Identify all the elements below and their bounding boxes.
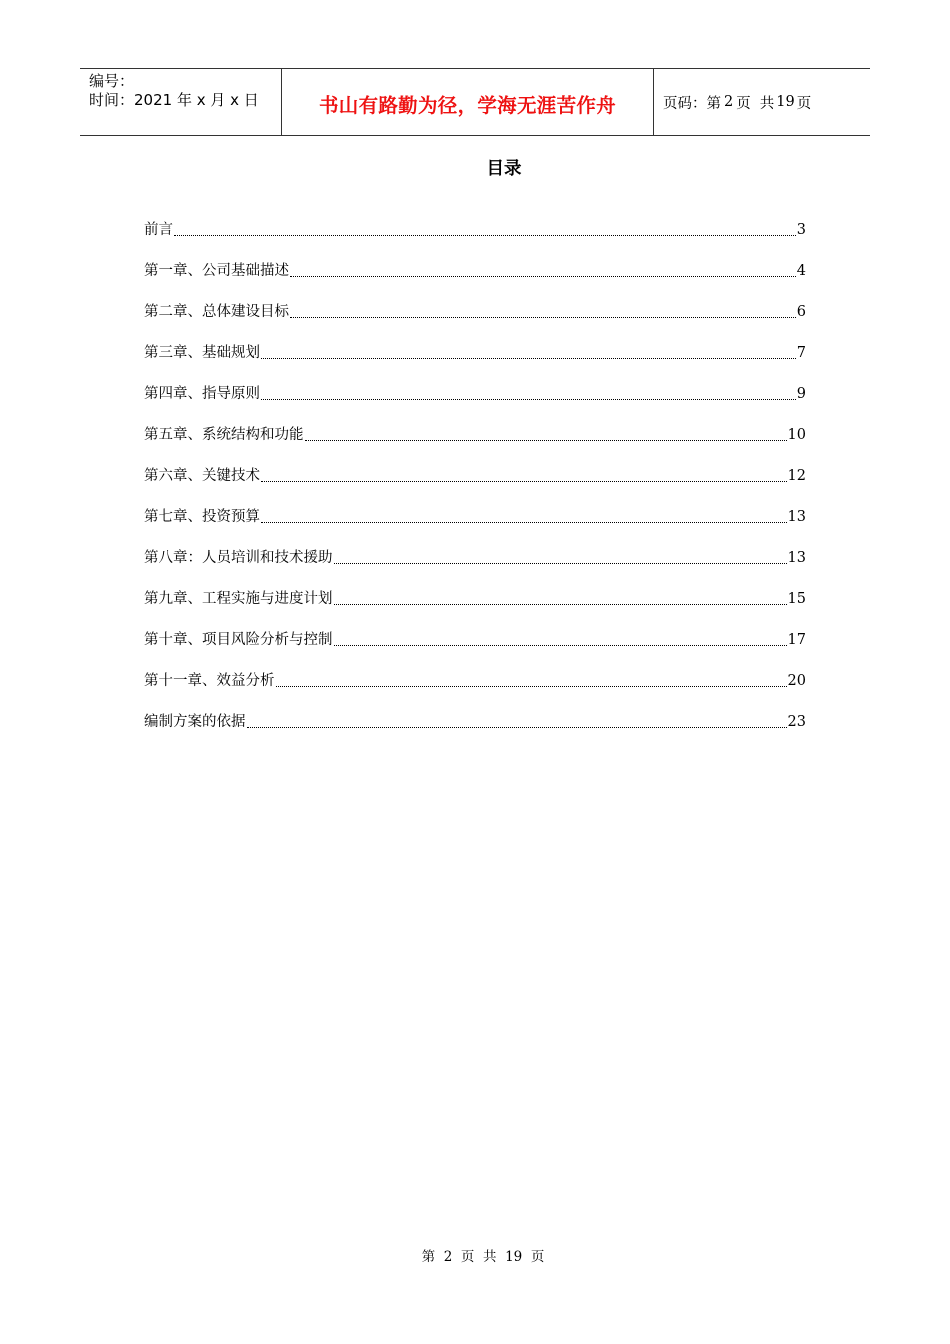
toc-entry[interactable] [144,486,806,527]
toc-dot-leader [305,439,787,441]
toc-entry-page: 12 [787,468,806,484]
toc-entry-page: 6 [796,304,806,320]
toc-entry-label: 第二章、总体建设目标 [144,304,289,320]
document-header [80,68,870,136]
header-motto-cell [281,69,654,135]
toc-entry-page: 13 [787,509,806,525]
toc-entry-label: 第一章、公司基础描述 [144,263,289,279]
toc-entry[interactable] [144,568,806,609]
toc-dot-leader [261,357,796,359]
toc-entry-page: 23 [787,714,806,730]
table-of-contents [144,220,806,732]
toc-dot-leader [276,685,787,687]
toc-entry-page: 13 [787,550,806,566]
toc-entry-page: 9 [796,386,806,402]
toc-title: 目录 [486,159,522,179]
total-prefix: 共 [759,95,775,112]
page-current: 2 [724,94,734,110]
toc-dot-leader [334,603,787,605]
toc-entry-label: 第七章、投资预算 [144,509,260,525]
toc-entry[interactable] [144,240,806,281]
toc-entry-label: 第六章、关键技术 [144,468,260,484]
toc-entry-label: 第三章、基础规划 [144,345,260,361]
total-suffix: 页 [796,95,812,112]
toc-entry-page: 10 [787,427,806,443]
toc-entry-label: 第四章、指导原则 [144,386,260,402]
toc-entry[interactable] [144,445,806,486]
toc-entry-label: 第五章、系统结构和功能 [144,427,304,443]
toc-entry-page: 4 [796,263,806,279]
toc-entry[interactable] [144,691,806,732]
toc-entry-page: 7 [796,345,806,361]
page-suffix: 页 [736,95,751,112]
toc-entry[interactable] [144,527,806,568]
toc-entry[interactable] [144,650,806,691]
toc-dot-leader [290,316,796,318]
toc-dot-leader [174,234,796,236]
toc-dot-leader [290,275,796,277]
toc-entry[interactable] [144,322,806,363]
toc-entry-label: 前言 [144,222,173,238]
toc-entry-page: 20 [787,673,806,689]
toc-entry-label: 第十章、项目风险分析与控制 [144,632,333,648]
motto-text: 书山有路勤为径，学海无涯苦作舟 [318,94,616,117]
toc-dot-leader [261,480,787,482]
toc-dot-leader [247,726,787,728]
toc-entry[interactable] [144,363,806,404]
toc-entry-label: 第十一章、效益分析 [144,673,275,689]
toc-entry-page: 3 [796,222,806,238]
toc-entry[interactable] [144,609,806,650]
header-info-cell [80,69,281,135]
date-label: 时间：2021 年 x 月 x 日 [89,91,259,109]
toc-dot-leader [261,521,787,523]
toc-entry[interactable] [144,404,806,445]
toc-dot-leader [261,398,796,400]
toc-entry-page: 17 [787,632,806,648]
page-footer: 第 2 页 共 19 页 [421,1249,545,1265]
serial-number-label: 编号： [89,72,135,90]
toc-entry-label: 编制方案的依据 [144,714,246,730]
toc-entry[interactable] [144,220,806,240]
header-page-cell [654,69,870,135]
toc-entry[interactable] [144,281,806,322]
page-total: 19 [776,94,795,110]
toc-dot-leader [334,562,787,564]
toc-entry-label: 第八章：人员培训和技术援助 [144,550,333,566]
page-prefix: 页码：第 [663,95,721,112]
toc-dot-leader [334,644,787,646]
toc-entry-page: 15 [787,591,806,607]
toc-entry-label: 第九章、工程实施与进度计划 [144,591,333,607]
